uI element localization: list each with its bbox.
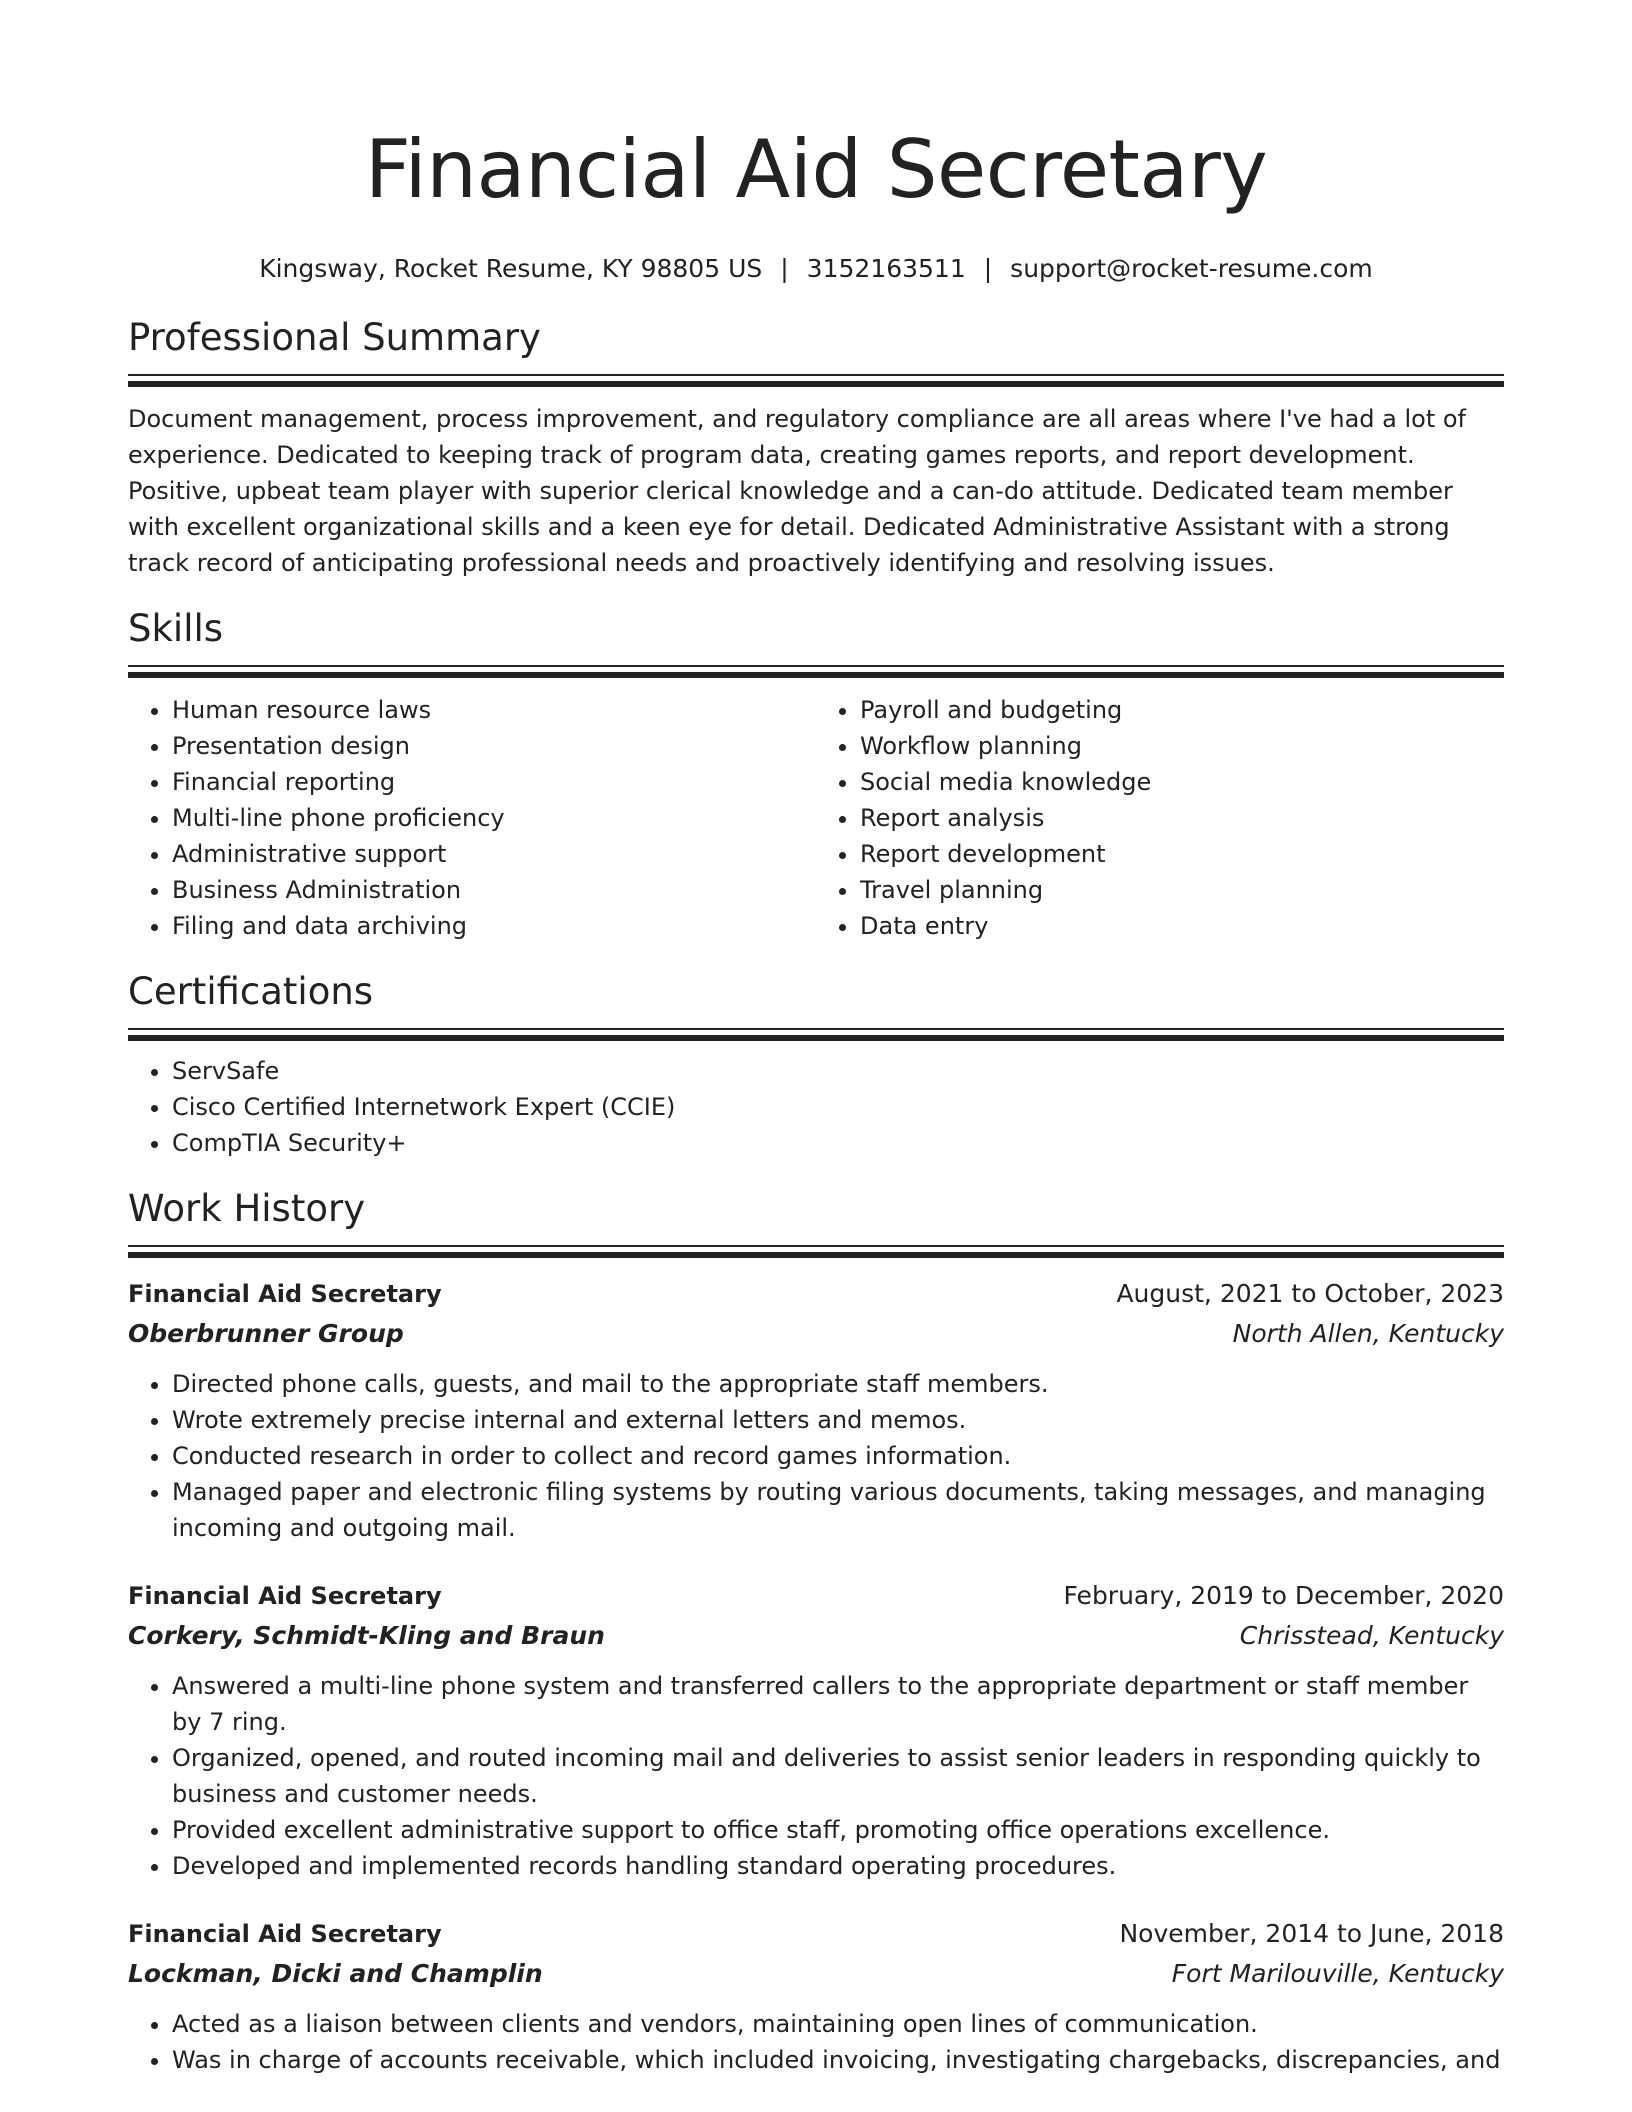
- job-location: Fort Marilouville, Kentucky: [1171, 1959, 1504, 1988]
- job-location: Chrisstead, Kentucky: [1239, 1621, 1504, 1650]
- section-title-summary: Professional Summary: [128, 316, 541, 359]
- section-title-certifications: Certifications: [128, 970, 374, 1013]
- job-title: Financial Aid Secretary: [128, 1280, 442, 1308]
- certifications-list: [128, 1053, 1504, 1161]
- skill-item: • Presentation design: [172, 728, 816, 764]
- skill-item: • Filing and data archiving: [172, 908, 816, 944]
- job-dates: August, 2021 to October, 2023: [1116, 1279, 1504, 1308]
- job-entry: [128, 1914, 1504, 2078]
- section-title-skills: Skills: [128, 607, 224, 650]
- job-entry: [128, 1274, 1504, 1546]
- job-entry: [128, 1576, 1504, 1884]
- skill-item: • Financial reporting: [172, 764, 816, 800]
- summary-section: [128, 314, 1504, 581]
- job-bullet: • Managed paper and electronic filing systems by routing various documents, taking messages, and managing incoming and outgoing mail.: [172, 1474, 1504, 1546]
- job-company-row: [128, 1616, 1504, 1656]
- job-bullet: • Organized, opened, and routed incoming mail and deliveries to assist senior leaders in responding quickly to business and customer needs.: [172, 1740, 1504, 1812]
- skill-item: • Social media knowledge: [860, 764, 1504, 800]
- job-location: North Allen, Kentucky: [1232, 1319, 1504, 1348]
- skill-item: • Report analysis: [860, 800, 1504, 836]
- job-header-row: [128, 1274, 1504, 1314]
- job-title: Financial Aid Secretary: [128, 1920, 442, 1948]
- job-company-row: [128, 1954, 1504, 1994]
- certifications-section: [128, 968, 1504, 1161]
- job-company: Oberbrunner Group: [128, 1319, 404, 1348]
- job-bullet: • Acted as a liaison between clients and vendors, maintaining open lines of communication.: [172, 2006, 1504, 2042]
- skill-item: • Administrative support: [172, 836, 816, 872]
- contact-address: Kingsway, Rocket Resume, KY 98805 US: [259, 254, 763, 283]
- skills-list-right: [816, 692, 1504, 944]
- skills-grid: [128, 692, 1504, 944]
- job-dates: November, 2014 to June, 2018: [1119, 1919, 1504, 1948]
- resume-page: [128, 0, 1504, 2078]
- job-bullet: • Conducted research in order to collect and record games information.: [172, 1438, 1504, 1474]
- job-bullet-list: [128, 1668, 1504, 1884]
- job-company: Lockman, Dicki and Champlin: [128, 1959, 543, 1988]
- job-bullet: • Answered a multi-line phone system and transferred callers to the appropriate department or staff member by 7 ring.: [172, 1668, 1504, 1740]
- skills-list-left: [128, 692, 816, 944]
- section-title-work-history: Work History: [128, 1187, 366, 1230]
- job-bullet-list: [128, 2006, 1504, 2078]
- job-title: Financial Aid Secretary: [128, 1582, 442, 1610]
- contact-email: support@rocket-resume.com: [1010, 254, 1373, 283]
- section-divider: [128, 1028, 1504, 1043]
- job-company: Corkery, Schmidt-Kling and Braun: [128, 1621, 605, 1650]
- skill-item: • Multi-line phone proficiency: [172, 800, 816, 836]
- skill-item: • Human resource laws: [172, 692, 816, 728]
- contact-separator: |: [780, 254, 789, 283]
- skill-item: • Payroll and budgeting: [860, 692, 1504, 728]
- section-divider: [128, 665, 1504, 680]
- job-bullet: • Developed and implemented records handling standard operating procedures.: [172, 1848, 1504, 1884]
- job-header-row: [128, 1914, 1504, 1954]
- resume-name: Financial Aid Secretary: [364, 123, 1268, 216]
- job-bullet: • Directed phone calls, guests, and mail to the appropriate staff members.: [172, 1366, 1504, 1402]
- section-divider: [128, 374, 1504, 389]
- certification-item: • CompTIA Security+: [172, 1125, 1504, 1161]
- contact-separator: |: [983, 254, 993, 283]
- skill-item: • Business Administration: [172, 872, 816, 908]
- summary-text: Document management, process improvement, and regulatory compliance are all areas where I've had a lot of experience. Dedicated to keeping track of program data, creating games reports, and report development. Positive, upbeat team player with superior clerical knowledge and a can-do attitude. Dedicated team member with excellent organizational skills and a keen eye for detail. Dedicated Administrative Assistant with a strong track record of anticipating professional needs and proactively identifying and resolving issues.: [128, 405, 1466, 577]
- job-dates: February, 2019 to December, 2020: [1063, 1581, 1504, 1610]
- contact-line: [128, 252, 1504, 286]
- job-bullet: • Was in charge of accounts receivable, which included invoicing, investigating chargebacks, discrepancies, and: [172, 2042, 1504, 2078]
- contact-phone: 3152163511: [806, 254, 966, 283]
- skill-item: • Travel planning: [860, 872, 1504, 908]
- job-bullet: • Provided excellent administrative support to office staff, promoting office operations excellence.: [172, 1812, 1504, 1848]
- skills-section: [128, 605, 1504, 944]
- work-history-section: [128, 1185, 1504, 2078]
- skill-item: • Data entry: [860, 908, 1504, 944]
- skill-item: • Workflow planning: [860, 728, 1504, 764]
- certification-item: • Cisco Certified Internetwork Expert (CCIE): [172, 1089, 1504, 1125]
- job-header-row: [128, 1576, 1504, 1616]
- job-company-row: [128, 1314, 1504, 1354]
- skill-item: • Report development: [860, 836, 1504, 872]
- section-divider: [128, 1245, 1504, 1260]
- job-bullet: • Wrote extremely precise internal and external letters and memos.: [172, 1402, 1504, 1438]
- certification-item: • ServSafe: [172, 1053, 1504, 1089]
- job-bullet-list: [128, 1366, 1504, 1546]
